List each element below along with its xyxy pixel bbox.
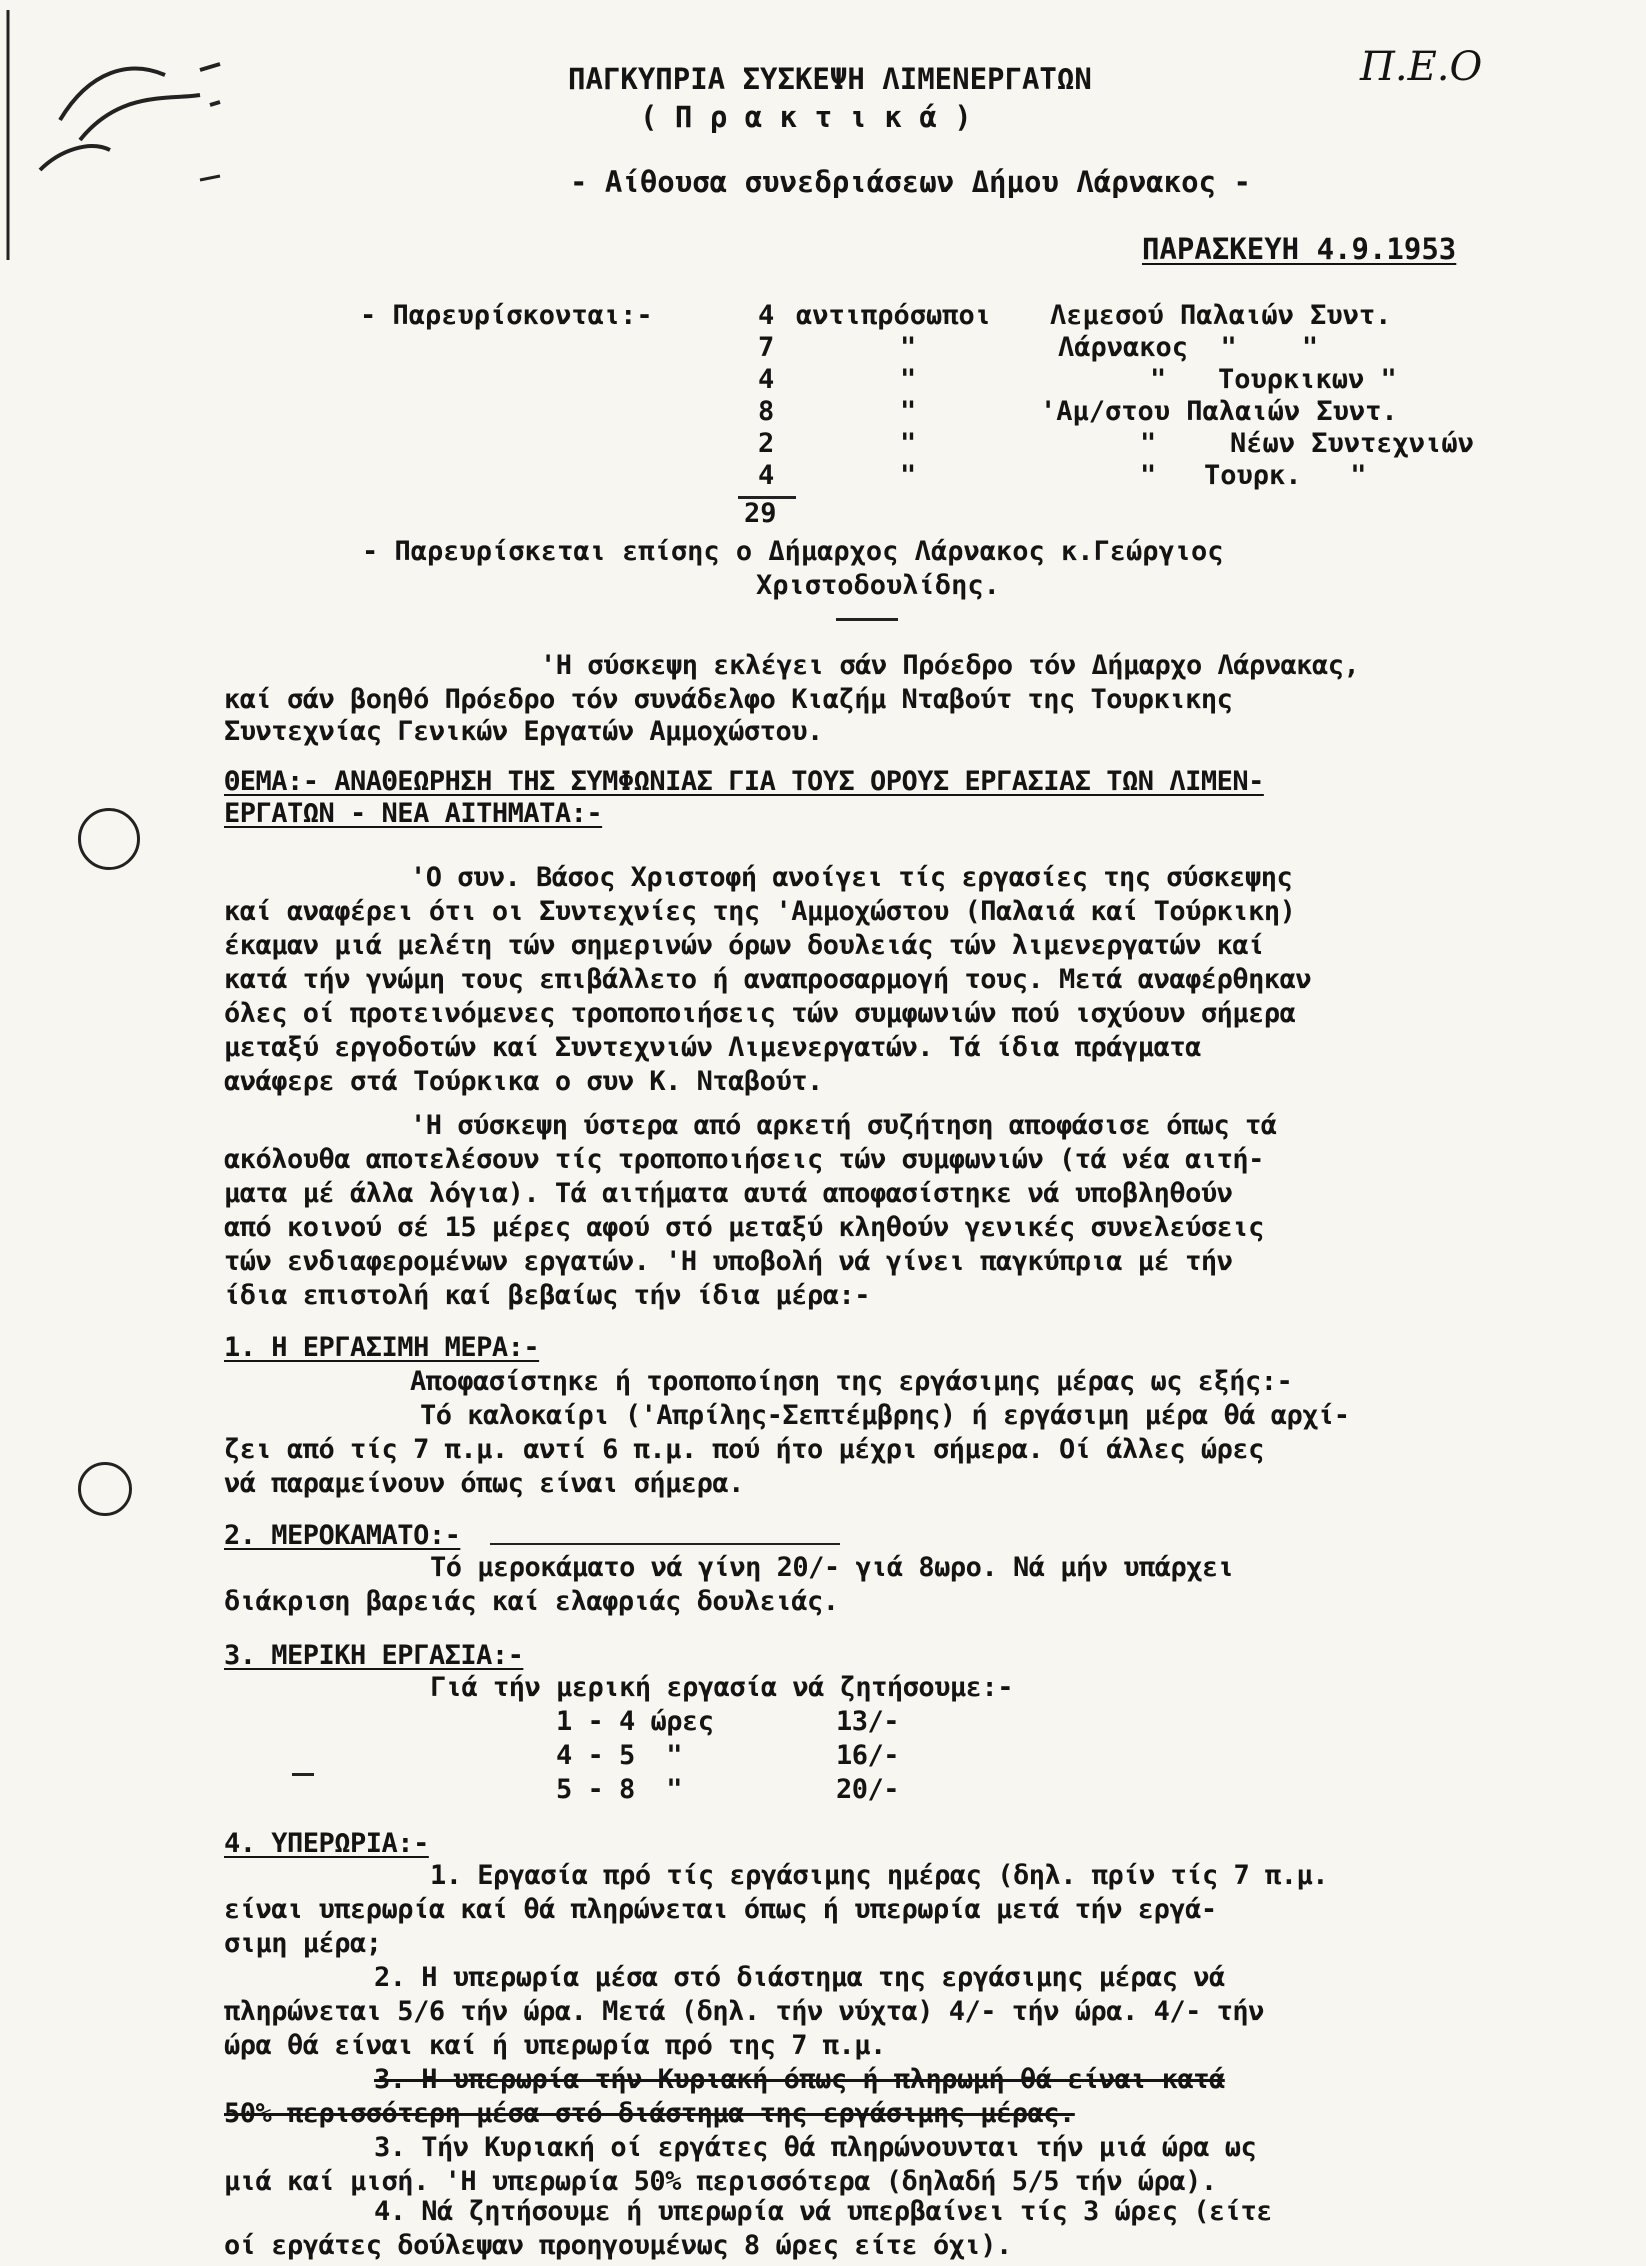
paragraph-line: όλες οί προτεινόμενες τροποποιήσεις τών συμφωνιών πού ισχύουν σήμερα	[224, 998, 1296, 1029]
attendance-count: 4	[758, 364, 775, 395]
attendance-role: "	[900, 428, 917, 459]
margin-dash	[292, 1773, 314, 1776]
section-heading: 1. Η ΕΡΓΑΣΙΜΗ ΜΕΡΑ:-	[224, 1332, 540, 1363]
struck-line: 3. Η υπερωρία τήν Κυριακή όπως ή πληρωμή θά είναι κατά	[374, 2064, 1225, 2095]
paragraph-line: 2. Η υπερωρία μέσα στό διάστημα της εργάσιμης μέρας νά	[374, 1962, 1225, 1993]
paragraph-line: καί σάν βοηθό Πρόεδρο τόν συνάδελφο Κιαζήμ Νταβούτ της Τουρκικης	[224, 684, 1233, 715]
attendance-role: "	[900, 460, 917, 491]
attendance-count: 8	[758, 396, 775, 427]
subject-heading: ΘΕΜΑ:- ΑΝΑΘΕΩΡΗΣΗ ΤΗΣ ΣΥΜΦΩΝΙΑΣ ΓΙΑ ΤΟΥΣ ΟΡΟΥΣ ΕΡΓΑΣΙΑΣ ΤΩΝ ΛΙΜΕΝ-	[224, 766, 1264, 797]
attendance-role: "	[900, 396, 917, 427]
attendance-role: "	[900, 332, 917, 363]
paragraph-line: μιά καί μισή. 'Η υπερωρία 50% περισσότερα (δηλαδή 5/5 τήν ώρα).	[224, 2166, 1217, 2197]
paragraph-line: Τό καλοκαίρι ('Απρίλης-Σεπτέμβρης) ή εργάσιμη μέρα θά αρχί-	[420, 1400, 1350, 1431]
binder-hole	[78, 808, 140, 870]
attendance-count: 7	[758, 332, 775, 363]
section-heading: 2. ΜΕΡΟΚΑΜΑΤΟ:-	[224, 1520, 461, 1551]
paragraph-line: μεταξύ εργοδοτών καί Συντεχνιών Λιμενεργατών. Τά ίδια πράγματα	[224, 1032, 1201, 1063]
paragraph-line: ακόλουθα αποτελέσουν τίς τροποποιήσεις τών συμφωνιών (τά νέα αιτή-	[224, 1144, 1264, 1175]
meeting-date: ΠΑΡΑΣΚΕΥΗ 4.9.1953	[1142, 232, 1457, 266]
table-row: 1 - 4 ώρες	[556, 1706, 714, 1737]
section-heading: 4. ΥΠΕΡΩΡΙΑ:-	[224, 1828, 429, 1859]
attendance-org: Λάρνακος " "	[1058, 332, 1319, 363]
attendance-org: Νέων Συντεχνιών	[1230, 428, 1474, 459]
mayor-line: Χριστοδουλίδης.	[756, 570, 1000, 601]
attendance-count: 4	[758, 460, 775, 491]
paragraph-line: καί αναφέρει ότι οι Συντεχνίες της 'Αμμοχώστου (Παλαιά καί Τούρκικη)	[224, 896, 1296, 927]
paragraph-line: 4. Νά ζητήσουμε ή υπερωρία νά υπερβαίνει τίς 3 ώρες (είτε	[374, 2196, 1273, 2227]
attendance-role: αντιπρόσωποι	[796, 300, 992, 331]
table-row: 5 - 8 "	[556, 1774, 683, 1805]
paragraph-line: ματα μέ άλλα λόγια). Τά αιτήματα αυτά αποφασίστηκε νά υποβληθούν	[224, 1178, 1233, 1209]
paragraph-line: ανάφερε στά Τούρκικα ο συν Κ. Νταβούτ.	[224, 1066, 823, 1097]
section-rule	[490, 1543, 840, 1545]
paragraph-line: είναι υπερωρία καί θά πληρώνεται όπως ή υπερωρία μετά τήν εργά-	[224, 1894, 1217, 1925]
struck-line: 50% περισσότερη μέσα στό διάστημα της εργάσιμης μέρας.	[224, 2098, 1075, 2129]
paragraph-line: σιμη μέρα;	[224, 1928, 382, 1959]
paragraph-line: τών ενδιαφερομένων εργατών. 'Η υποβολή νά γίνει παγκύπρια μέ τήν	[224, 1246, 1233, 1277]
section-heading: 3. ΜΕΡΙΚΗ ΕΡΓΑΣΙΑ:-	[224, 1640, 524, 1671]
table-row: 20/-	[836, 1774, 900, 1805]
paragraph-line: ζει από τίς 7 π.μ. αντί 6 π.μ. πού ήτο μέχρι σήμερα. Οί άλλες ώρες	[224, 1434, 1264, 1465]
paragraph-line: κατά τήν γνώμη τους επιβάλλετο ή αναπροσαρμογή τους. Μετά αναφέρθηκαν	[224, 964, 1312, 995]
attendance-org: 'Αμ/στου Παλαιών Συντ.	[1040, 396, 1398, 427]
paragraph-line: πληρώνεται 5/6 τήν ώρα. Μετά (δηλ. τήν νύχτα) 4/- τήν ώρα. 4/- τήν	[224, 1996, 1264, 2027]
paragraph-line: νά παραμείνουν όπως είναι σήμερα.	[224, 1468, 744, 1499]
paragraph-line: 'Η σύσκεψη ύστερα από αρκετή συζήτηση αποφάσισε όπως τά	[410, 1110, 1277, 1141]
paragraph-line: έκαμαν μιά μελέτη τών σημερινών όρων δουλειάς τών λιμενεργατών καί	[224, 930, 1264, 961]
table-row: 13/-	[836, 1706, 900, 1737]
attendance-ditto: "	[1140, 460, 1157, 491]
subject-heading: ΕΡΓΑΤΩΝ - ΝΕΑ ΑΙΤΗΜΑΤΑ:-	[224, 798, 603, 829]
attendance-role: "	[900, 364, 917, 395]
attendance-org: Λεμεσού Παλαιών Συντ.	[1050, 300, 1392, 331]
paragraph-line: Αποφασίστηκε ή τροποποίηση της εργάσιμης μέρας ως εξής:-	[410, 1366, 1293, 1397]
attendance-count: 2	[758, 428, 775, 459]
paragraph-line: Τό μεροκάματο νά γίνη 20/- γιά 8ωρο. Νά μήν υπάρχει	[430, 1552, 1234, 1583]
attendance-intro: - Παρευρίσκονται:-	[360, 300, 653, 331]
attendance-total: 29	[744, 498, 777, 529]
paragraph-line: Συντεχνίας Γενικών Εργατών Αμμοχώστου.	[224, 716, 823, 747]
table-row: 16/-	[836, 1740, 900, 1771]
mayor-line: - Παρευρίσκεται επίσης ο Δήμαρχος Λάρνακος κ.Γεώργιος	[362, 536, 1224, 567]
venue-line: - Αίθουσα συνεδριάσεων Δήμου Λάρνακος -	[570, 165, 1251, 199]
attendance-org: Τουρκικων "	[1218, 364, 1397, 395]
attendance-ditto: "	[1150, 364, 1167, 395]
paragraph-line: 3. Τήν Κυριακή οί εργάτες θά πληρώνουνται τήν μιά ώρα ως	[374, 2132, 1257, 2163]
paragraph-line: ώρα θά είναι καί ή υπερωρία πρό της 7 π.μ.	[224, 2030, 886, 2061]
document-subtitle: ( Π ρ α κ τ ι κ ά )	[640, 100, 972, 134]
paragraph-line: από κοινού σέ 15 μέρες αφού στό μεταξύ κληθούν γενικές συνελεύσεις	[224, 1212, 1264, 1243]
attendance-org: Τουρκ. "	[1204, 460, 1367, 491]
paragraph-line: ίδια επιστολή καί βεβαίως τήν ίδια μέρα:-	[224, 1280, 870, 1311]
attendance-count: 4	[758, 300, 775, 331]
paragraph-line: οί εργάτες δούλεψαν προηγουμένως 8 ώρες είτε όχι).	[224, 2230, 1012, 2261]
margin-scribble	[0, 0, 260, 260]
paragraph-line: 'Ο συν. Βάσος Χριστοφή ανοίγει τίς εργασίες της σύσκεψης	[410, 862, 1293, 893]
table-row: 4 - 5 "	[556, 1740, 683, 1771]
attendance-ditto: "	[1140, 428, 1157, 459]
document-title: ΠΑΓΚΥΠΡΙΑ ΣΥΣΚΕΨΗ ΛΙΜΕΝΕΡΓΑΤΩΝ	[568, 62, 1092, 96]
paragraph-line: 'Η σύσκεψη εκλέγει σάν Πρόεδρο τόν Δήμαρχο Λάρνακας,	[540, 650, 1360, 681]
binder-hole	[78, 1462, 132, 1516]
paragraph-line: διάκριση βαρειάς καί ελαφριάς δουλειάς.	[224, 1586, 839, 1617]
section-rule	[836, 618, 898, 621]
handwritten-mark: Π.Ε.Ο	[1360, 44, 1483, 90]
paragraph-line: 1. Εργασία πρό τίς εργάσιμης ημέρας (δηλ. πρίν τίς 7 π.μ.	[430, 1860, 1329, 1891]
paragraph-line: Γιά τήν μερική εργασία νά ζητήσουμε:-	[430, 1672, 1013, 1703]
